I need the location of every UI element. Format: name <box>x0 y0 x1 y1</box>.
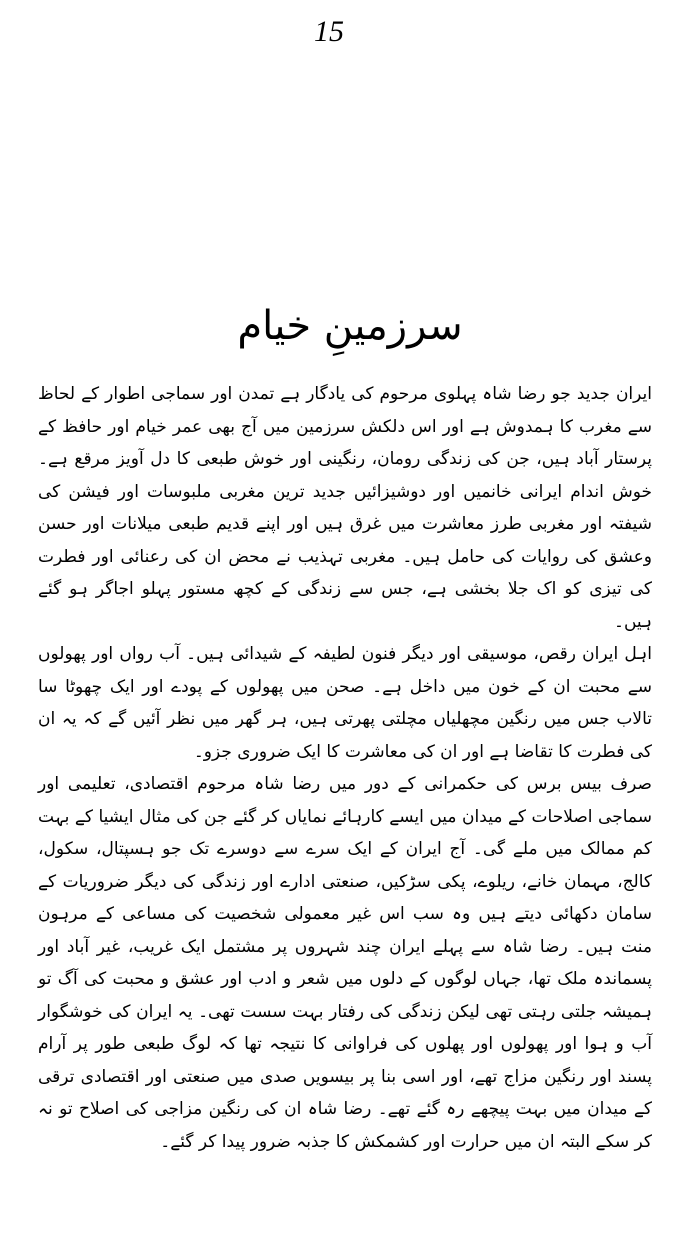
chapter-title: سرزمینِ خیام <box>237 303 463 349</box>
paragraph-3: صرف بیس برس کی حکمرانی کے دور میں رضا شاہ مرحوم اقتصادی، تعلیمی اور سماجی اصلاحات کے میدان میں ایسے کارہائے نمایاں کر گئے جن کی مثال ایشیا کے بہت کم ممالک میں ملے گی۔ آج ایران کے ایک سرے سے دوسرے تک جو ہسپتال، سکول، کالج، مہمان خانے، ریلوے، پکی سڑکیں، صنعتی ادارے اور زندگی کی دیگر ضروریات کے سامان دکھائی دیتے ہیں وہ سب اس غیر معمولی شخصیت کی مساعی کے مرہون منت ہیں۔ رضا شاہ سے پہلے ایران چند شہروں پر مشتمل ایک غریب، غیر آباد اور پسماندہ ملک تھا، جہاں لوگوں کے دلوں میں شعر و ادب اور عشق و محبت کی آگ تو ہمیشہ جلتی رہتی تھی لیکن زندگی کی رفتار بہت سست تھی۔ یہ ایران کی خوشگوار آب و ہوا اور پھولوں اور پھلوں کی فراوانی کا نتیجہ تھا کہ لوگ طبعی طور پر آرام پسند اور رنگین مزاج تھے، اور اسی بنا پر بیسویں صدی میں صنعتی اور اقتصادی ترقی کے میدان میں بہت پیچھے رہ گئے تھے۔ رضا شاہ ان کی رنگین مزاجی کی اصلاح تو نہ کر سکے البتہ ان میں حرارت اور کشمکش کا جذبہ ضرور پیدا کر گئے۔ <box>38 774 652 1152</box>
paragraph-1: ایران جدید جو رضا شاہ پہلوی مرحوم کی یادگار ہے تمدن اور سماجی اطوار کے لحاظ سے مغرب کا ہمدوش ہے اور اس دلکش سرزمین میں آج بھی عمر خیام اور حافظ کے پرستار آباد ہیں، جن کی زندگی رومان، رنگینی اور خوش طبعی کا دل آویز مرقع ہے۔ خوش اندام ایرانی خانمیں اور دوشیزائیں جدید ترین مغربی ملبوسات اور فیشن کی شیفتہ اور مغربی طرز معاشرت میں غرق ہیں اور اپنے قدیم طبعی میلانات اور حسن وعشق کی روایات کی حامل ہیں۔ مغربی تہذیب نے محض ان کی رعنائی اور فطرت کی تیزی کو اک جلا بخشی ہے، جس سے زندگی کے کچھ مستور پہلو اجاگر ہو گئے ہیں۔ <box>38 384 652 632</box>
body-text <box>38 378 652 1158</box>
paragraph-2: اہل ایران رقص، موسیقی اور دیگر فنون لطیفہ کے شیدائی ہیں۔ آب رواں اور پھولوں سے محبت ان کے خون میں داخل ہے۔ صحن میں پھولوں کے پودے اور ایک چھوٹا سا تالاب جس میں رنگین مچھلیاں مچلتی پھرتی ہیں، ہر گھر میں نظر آئیں گے کہ یہ ان کی فطرت کا تقاضا ہے اور ان کی معاشرت کا ایک ضروری جزو۔ <box>38 644 652 762</box>
page-number: 15 <box>314 15 344 48</box>
